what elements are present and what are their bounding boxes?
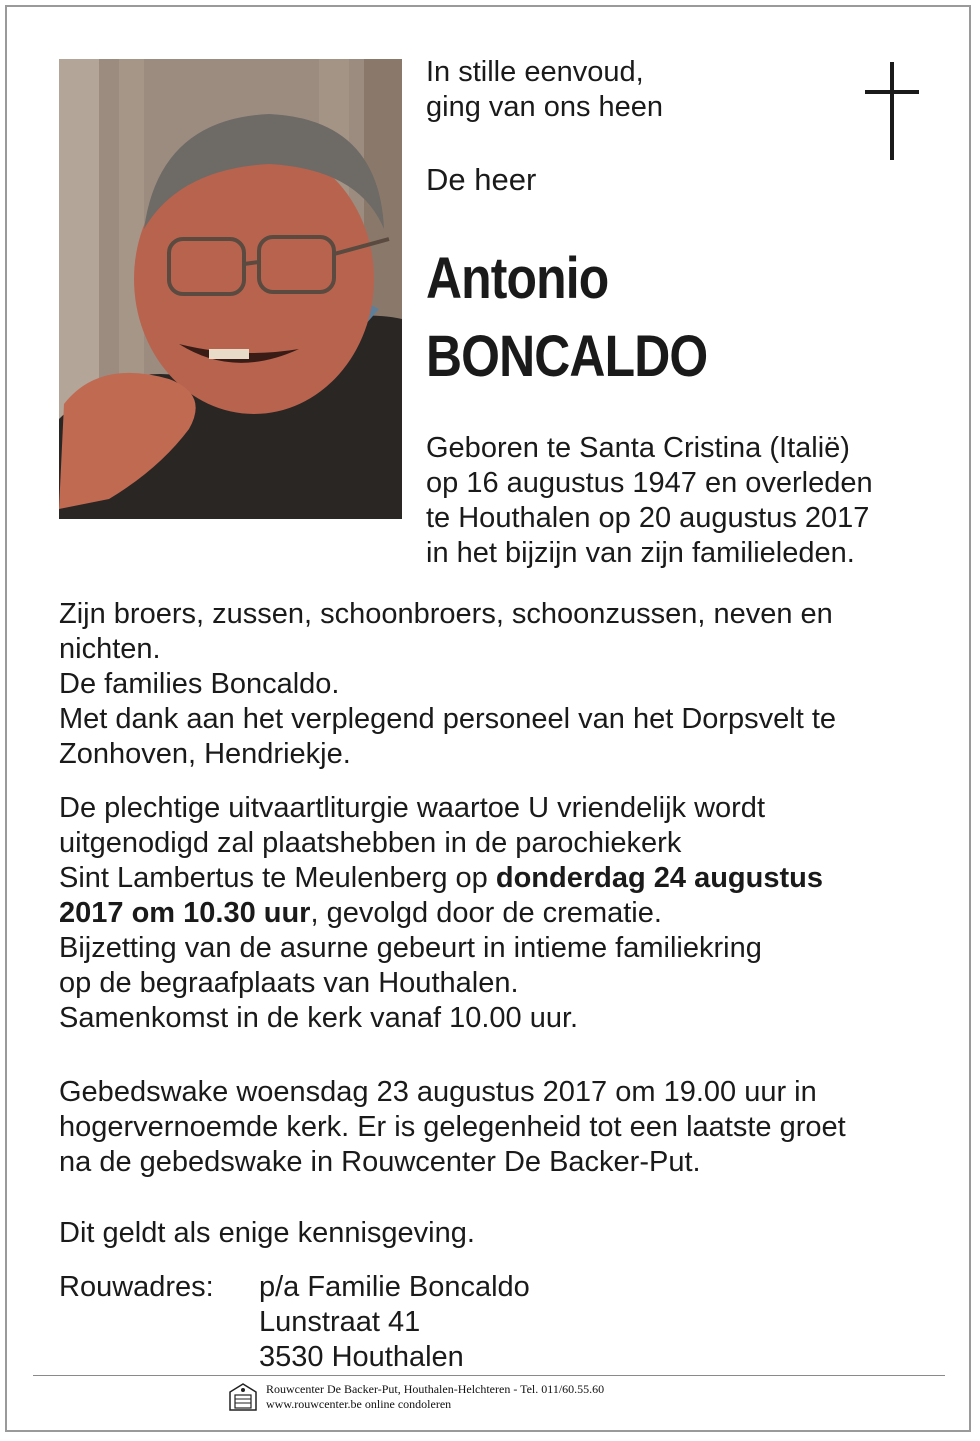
funeral-line: Bijzetting van de asurne gebeurt in intieme familiekring: [59, 932, 762, 964]
intro-line: ging van ons heen: [426, 91, 664, 123]
funeral-time-bold: 2017 om 10.30 uur: [59, 897, 311, 929]
footer-text: [266, 1382, 604, 1412]
address-line: Lunstraat 41: [259, 1306, 421, 1338]
vigil-paragraph: [59, 1075, 919, 1180]
funeral-line-text: Sint Lambertus te Meulenberg op: [59, 862, 496, 894]
intro-text: [426, 55, 663, 125]
portrait-photo: [59, 59, 402, 519]
footer-website: www.rouwcenter.be online condoleren: [266, 1397, 452, 1411]
funeral-line: uitgenodigd zal plaatshebben in de parochiekerk: [59, 827, 682, 859]
notice-text: Dit geldt als enige kennisgeving.: [59, 1217, 475, 1249]
funeral-date-bold: donderdag 24 augustus: [495, 862, 823, 894]
funeral-line-text: , gevolgd door de crematie.: [310, 897, 662, 929]
last-name: BONCALDO: [426, 324, 708, 389]
footer-divider: [33, 1375, 945, 1376]
vigil-line: na de gebedswake in Rouwcenter De Backer-Put.: [59, 1146, 701, 1178]
family-line: Zijn broers, zussen, schoonbroers, schoonzussen, neven en: [59, 598, 833, 630]
birth-death-details: [426, 431, 873, 571]
family-paragraph: [59, 597, 919, 772]
funeral-line: De plechtige uitvaartliturgie waartoe U vriendelijk wordt: [59, 792, 765, 824]
vigil-line: Gebedswake woensdag 23 augustus 2017 om 19.00 uur in: [59, 1076, 817, 1108]
first-name: Antonio: [426, 246, 609, 311]
family-line: nichten.: [59, 633, 161, 665]
funeral-line: Samenkomst in de kerk vanaf 10.00 uur.: [59, 1002, 579, 1034]
cross-icon: [862, 62, 922, 160]
address-line: p/a Familie Boncaldo: [259, 1271, 530, 1303]
funeral-paragraph: [59, 791, 919, 1036]
funeral-line: [59, 861, 919, 896]
footer-contact: Rouwcenter De Backer-Put, Houthalen-Helchteren - Tel. 011/60.55.60: [266, 1382, 605, 1396]
address-lines: [259, 1270, 530, 1375]
address-label: Rouwadres:: [59, 1271, 214, 1303]
address-line: 3530 Houthalen: [259, 1341, 464, 1373]
portrait-illustration: [59, 59, 402, 519]
intro-line: In stille eenvoud,: [426, 56, 644, 88]
vigil-line: hogervernoemde kerk. Er is gelegenheid tot een laatste groet: [59, 1111, 846, 1143]
details-line: Geboren te Santa Cristina (Italië): [426, 432, 850, 464]
family-line: Zonhoven, Hendriekje.: [59, 738, 351, 770]
honorific-title: De heer: [426, 162, 537, 197]
deceased-name: [426, 240, 707, 396]
family-line: De families Boncaldo.: [59, 668, 340, 700]
family-line: Met dank aan het verplegend personeel van het Dorpsvelt te: [59, 703, 837, 735]
funeral-home-logo-icon: [226, 1382, 260, 1414]
details-line: op 16 augustus 1947 en overleden: [426, 467, 873, 499]
funeral-line: op de begraafplaats van Houthalen.: [59, 967, 519, 999]
details-line: in het bijzijn van zijn familieleden.: [426, 537, 855, 569]
funeral-line: [59, 896, 919, 931]
details-line: te Houthalen op 20 augustus 2017: [426, 502, 870, 534]
